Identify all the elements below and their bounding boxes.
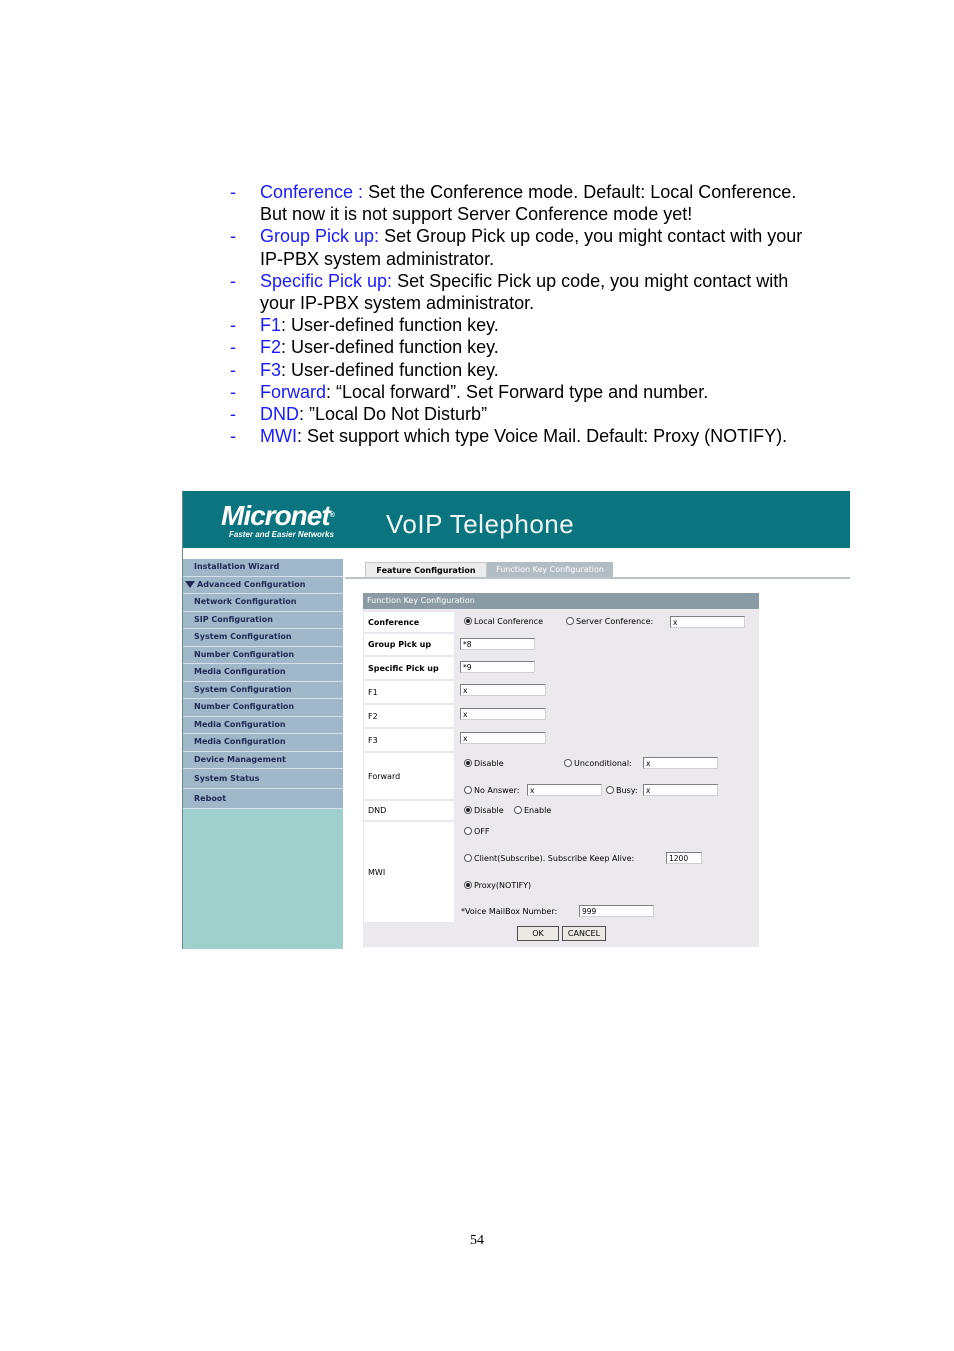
- bullet-text: Set Specific Pick up code, you might contact with your IP-PBX system administrator.: [260, 270, 789, 314]
- brand-tagline: Faster and Easier Networks: [229, 530, 334, 539]
- bullet-term: Group Pick up:: [260, 226, 380, 247]
- sidebar-item-installation-wizard[interactable]: Installation Wizard: [183, 559, 343, 577]
- option-label: Local Conference: [474, 617, 543, 626]
- bullet-term: F1: [260, 315, 282, 336]
- option-label: No Answer:: [474, 786, 520, 795]
- field-label: Group Pick up: [364, 634, 454, 655]
- triangle-down-icon: [185, 581, 195, 588]
- bullet-forward: [228, 381, 808, 403]
- field-label: DND: [364, 801, 454, 820]
- radio-mwi-proxy[interactable]: [464, 881, 531, 890]
- bullet-term: Forward: [260, 381, 327, 402]
- radio-forward-busy[interactable]: [606, 786, 638, 795]
- field-label: Specific Pick up: [364, 657, 454, 679]
- bullet-dnd: [228, 403, 808, 425]
- field-label: F2: [364, 705, 454, 727]
- bullet-specific-pickup: [228, 270, 808, 314]
- bullet-term: DND: [260, 404, 299, 425]
- field-controls: [456, 681, 759, 703]
- server-conference-input[interactable]: x: [670, 616, 745, 628]
- bullet-text: : User-defined function key.: [281, 315, 499, 336]
- field-controls: [456, 612, 759, 632]
- keepalive-input[interactable]: 1200: [666, 852, 702, 864]
- radio-mwi-client[interactable]: [464, 854, 634, 863]
- brand-logo: [221, 502, 334, 530]
- f2-input[interactable]: x: [460, 708, 546, 720]
- bullet-text: : ”Local Do Not Disturb”: [299, 404, 488, 425]
- bullet-group-pickup: [228, 225, 808, 269]
- voip-screenshot: [182, 491, 850, 949]
- row-group-pickup: [363, 634, 759, 655]
- sidebar-item-system-configuration[interactable]: System Configuration: [183, 629, 343, 647]
- row-specific-pickup: [363, 657, 759, 679]
- field-controls: [456, 657, 759, 679]
- option-label: Unconditional:: [574, 759, 632, 768]
- radio-forward-unconditional[interactable]: [564, 759, 632, 768]
- radio-unselected-icon: [464, 854, 472, 862]
- row-f2: [363, 705, 759, 727]
- field-controls: [456, 822, 759, 922]
- mailbox-input[interactable]: 999: [579, 905, 654, 917]
- radio-unselected-icon: [606, 786, 614, 794]
- radio-unselected-icon: [564, 759, 572, 767]
- busy-input[interactable]: x: [643, 784, 718, 796]
- bullet-text: : Set support which type Voice Mail. Default: Proxy (NOTIFY).: [296, 426, 788, 447]
- f3-input[interactable]: x: [460, 732, 546, 744]
- field-controls: [456, 753, 759, 799]
- bullet-text: Set the Conference mode. Default: Local Conference. But now it is not support Server Conference mode yet!: [260, 182, 797, 225]
- brand-mark: ®: [329, 512, 334, 519]
- sidebar-item-label: Advanced Configuration: [197, 579, 306, 589]
- sidebar-item-system-configuration-2[interactable]: System Configuration: [183, 682, 343, 700]
- radio-forward-noanswer[interactable]: [464, 786, 519, 795]
- option-label: Proxy(NOTIFY): [474, 881, 532, 890]
- bullet-term: F3: [260, 359, 282, 380]
- radio-server-conference[interactable]: [566, 617, 653, 626]
- radio-dnd-disable[interactable]: [464, 806, 504, 815]
- radio-forward-disable[interactable]: [464, 759, 504, 768]
- row-f1: [363, 681, 759, 703]
- row-forward: [363, 753, 759, 799]
- bullet-list: [228, 181, 808, 447]
- brand-name: Micronet: [221, 500, 330, 531]
- bullet-text: : “Local forward”. Set Forward type and number.: [326, 381, 709, 402]
- bullet-marker: -: [230, 426, 236, 447]
- bullet-marker: -: [230, 381, 236, 402]
- field-label: Conference: [364, 612, 454, 632]
- option-label: Disable: [474, 806, 504, 815]
- option-label: Enable: [524, 806, 552, 815]
- panel-title: Function Key Configuration: [363, 593, 759, 609]
- radio-selected-icon: [464, 881, 472, 889]
- field-controls: [456, 801, 759, 820]
- radio-selected-icon: [464, 617, 472, 625]
- bullet-term: F2: [260, 337, 282, 358]
- sidebar-item-system-status[interactable]: System Status: [183, 769, 343, 789]
- bullet-term: MWI: [260, 426, 297, 447]
- bullet-term: Specific Pick up:: [260, 270, 393, 291]
- field-controls: [456, 705, 759, 727]
- cancel-button[interactable]: CANCEL: [562, 926, 606, 941]
- specific-pickup-input[interactable]: *9: [460, 661, 535, 673]
- row-dnd: [363, 801, 759, 820]
- ok-button[interactable]: OK: [517, 926, 559, 941]
- radio-local-conference[interactable]: [464, 617, 543, 626]
- bullet-marker: -: [230, 315, 236, 336]
- f1-input[interactable]: x: [460, 684, 546, 696]
- field-label: F1: [364, 681, 454, 703]
- app-title: VoIP Telephone: [386, 509, 575, 539]
- sidebar-item-device-management[interactable]: Device Management: [183, 752, 343, 770]
- option-label: OFF: [474, 827, 490, 836]
- sidebar-item-media-configuration-2[interactable]: Media Configuration: [183, 717, 343, 735]
- sidebar: [183, 559, 343, 949]
- function-key-panel: [363, 593, 759, 947]
- radio-selected-icon: [464, 759, 472, 767]
- bullet-mwi: [228, 425, 808, 447]
- unconditional-input[interactable]: x: [643, 757, 718, 769]
- row-conference: [363, 612, 759, 632]
- group-pickup-input[interactable]: *8: [460, 638, 535, 650]
- radio-unselected-icon: [464, 786, 472, 794]
- sidebar-item-advanced-configuration[interactable]: [183, 577, 343, 595]
- bullet-marker: -: [230, 337, 236, 358]
- row-mwi: [363, 822, 759, 922]
- sidebar-item-media-configuration[interactable]: Media Configuration: [183, 664, 343, 682]
- field-controls: [456, 634, 759, 655]
- bullet-text: : User-defined function key.: [281, 337, 499, 358]
- radio-unselected-icon: [464, 827, 472, 835]
- option-label: Server Conference:: [576, 617, 654, 626]
- bullet-f2: [228, 336, 808, 358]
- radio-unselected-icon: [514, 806, 522, 814]
- sidebar-item-media-configuration-3[interactable]: Media Configuration: [183, 734, 343, 752]
- sidebar-item-network-configuration[interactable]: Network Configuration: [183, 594, 343, 612]
- option-label: Busy:: [616, 786, 638, 795]
- tab-feature-configuration[interactable]: Feature Configuration: [365, 562, 487, 579]
- bullet-marker: -: [230, 270, 236, 291]
- bullet-marker: -: [230, 182, 236, 202]
- bullet-marker: -: [230, 359, 236, 380]
- option-label: Disable: [474, 759, 504, 768]
- field-label: MWI: [364, 822, 454, 922]
- tab-underline: [345, 577, 850, 579]
- radio-selected-icon: [464, 806, 472, 814]
- bullet-term: Conference :: [260, 182, 364, 202]
- radio-unselected-icon: [566, 617, 574, 625]
- row-f3: [363, 729, 759, 751]
- tab-function-key-configuration[interactable]: Function Key Configuration: [487, 562, 613, 577]
- app-banner: [183, 491, 850, 548]
- radio-dnd-enable[interactable]: [514, 806, 551, 815]
- field-label: F3: [364, 729, 454, 751]
- bullet-marker: -: [230, 404, 236, 425]
- bullet-conference: [228, 181, 808, 225]
- field-controls: [456, 729, 759, 751]
- field-label: Forward: [364, 753, 454, 799]
- bullet-f3: [228, 359, 808, 381]
- bullet-text: Set Group Pick up code, you might contact with your IP-PBX system administrator.: [260, 226, 803, 269]
- page-number: 54: [470, 1233, 484, 1248]
- mailbox-label: *Voice MailBox Number:: [461, 907, 558, 916]
- bullet-marker: -: [230, 226, 236, 247]
- sidebar-item-number-configuration[interactable]: Number Configuration: [183, 647, 343, 665]
- sidebar-item-sip-configuration[interactable]: SIP Configuration: [183, 612, 343, 630]
- option-label: Client(Subscribe). Subscribe Keep Alive:: [474, 854, 635, 863]
- noanswer-input[interactable]: x: [527, 784, 602, 796]
- sidebar-item-reboot[interactable]: Reboot: [183, 789, 343, 809]
- bullet-f1: [228, 314, 808, 336]
- radio-mwi-off[interactable]: [464, 827, 490, 836]
- sidebar-item-number-configuration-2[interactable]: Number Configuration: [183, 699, 343, 717]
- bullet-text: : User-defined function key.: [281, 359, 499, 380]
